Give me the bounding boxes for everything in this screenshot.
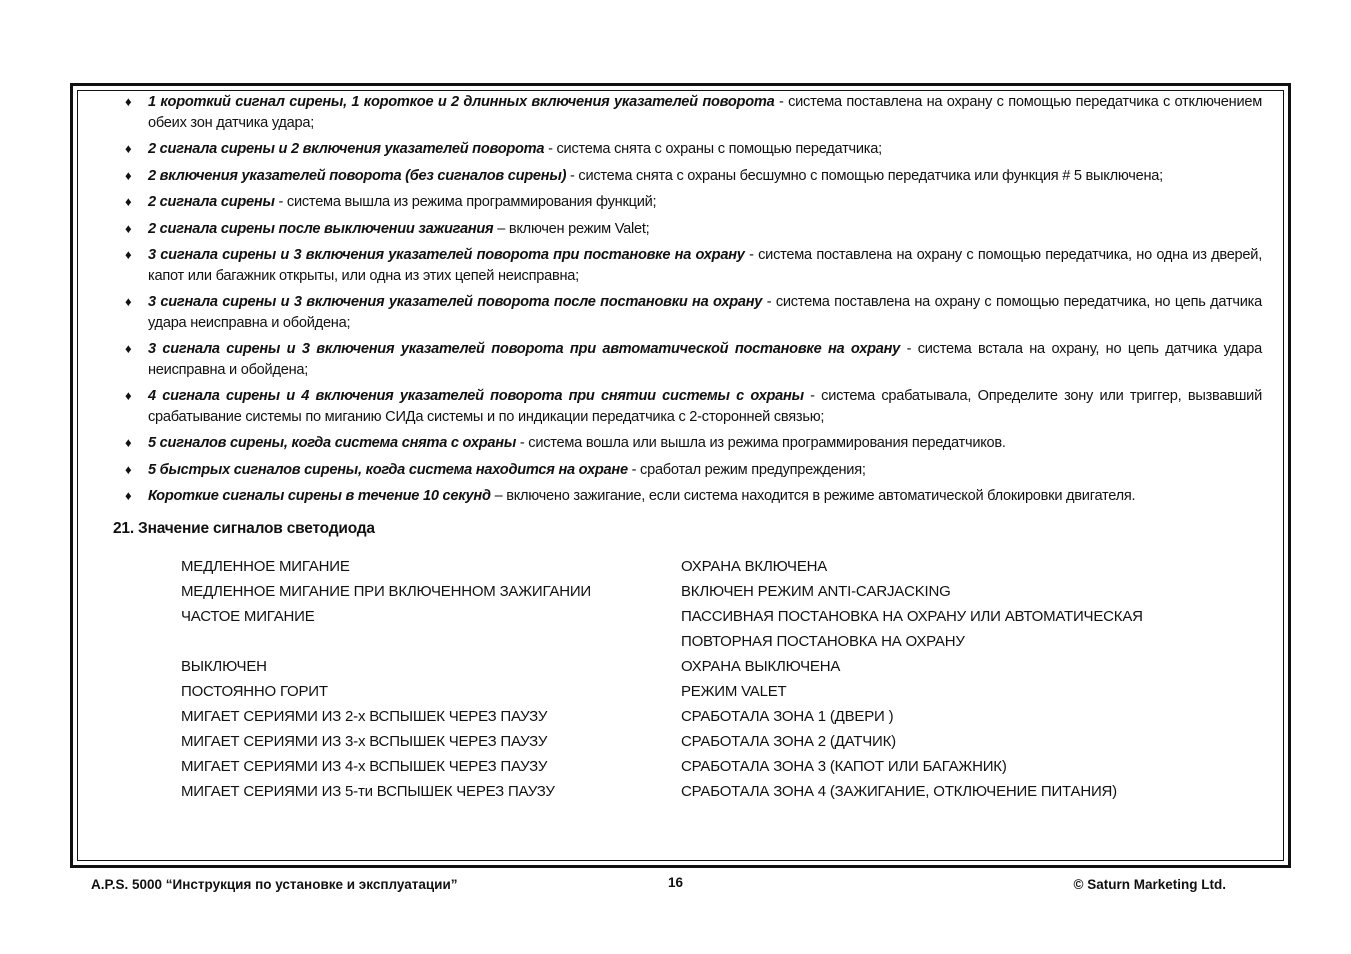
signal-pattern: 3 сигнала сирены и 3 включения указателей поворота при постановке на охрану	[148, 247, 745, 263]
led-meaning: СРАБОТАЛА ЗОНА 2 (ДАТЧИК)	[681, 733, 896, 750]
signal-pattern: 2 сигнала сирены после выключении зажигания	[148, 220, 494, 237]
signal-pattern: 3 сигнала сирены и 3 включения указателей поворота при автоматической постановке на охрану	[148, 341, 901, 357]
signal-item	[82, 219, 1262, 240]
diamond-bullet-icon: ♦	[125, 94, 132, 109]
page-number: 16	[668, 875, 684, 890]
led-meaning: ОХРАНА ВЫКЛЮЧЕНА	[681, 658, 841, 675]
led-row	[181, 607, 1181, 632]
led-row	[181, 757, 1181, 782]
diamond-bullet-icon: ♦	[125, 194, 132, 209]
led-pattern: МЕДЛЕННОЕ МИГАНИЕ	[181, 558, 350, 575]
led-meaning: ПОВТОРНАЯ ПОСТАНОВКА НА ОХРАНУ	[681, 633, 965, 650]
signal-item	[82, 92, 1262, 133]
signal-pattern: 5 быстрых сигналов сирены, когда система находится на охране	[148, 461, 628, 478]
led-pattern: ЧАСТОЕ МИГАНИЕ	[181, 608, 315, 625]
signal-item	[82, 460, 1262, 481]
signal-item	[82, 486, 1262, 507]
led-row	[181, 707, 1181, 732]
signal-meaning: - система срабатывала, Определите зону или триггер, вызвавший срабатывание системы по миганию СИДа системы и по индикации передатчика с 2-сторонней связью;	[148, 388, 1262, 425]
led-meaning: ВКЛЮЧЕН РЕЖИМ ANTI-CARJACKING	[681, 583, 951, 600]
led-row	[181, 732, 1181, 757]
signal-item	[82, 292, 1262, 333]
signal-item	[82, 166, 1262, 187]
signal-pattern: 4 сигнала сирены и 4 включения указателей поворота при снятии системы с охраны	[148, 388, 804, 404]
section-heading: 21. Значение сигналов светодиода	[113, 520, 375, 537]
copyright: © Saturn Marketing Ltd.	[1073, 877, 1226, 892]
led-pattern: ПОСТОЯННО ГОРИТ	[181, 683, 328, 700]
signal-pattern: 3 сигнала сирены и 3 включения указателей поворота после постановки на охрану	[148, 294, 763, 310]
led-row-continuation	[181, 632, 1181, 657]
diamond-bullet-icon: ♦	[125, 141, 132, 156]
led-meaning: ОХРАНА ВКЛЮЧЕНА	[681, 558, 828, 575]
signal-meaning: - система поставлена на охрану с помощью передатчика, но одна из дверей, капот или багажник открыты, или одна из этих цепей неисправна;	[148, 247, 1262, 284]
signal-meaning: – включен режим Valet;	[493, 220, 650, 237]
signal-item	[82, 386, 1262, 427]
diamond-bullet-icon: ♦	[125, 167, 132, 183]
signal-item	[82, 192, 1262, 213]
led-meaning: СРАБОТАЛА ЗОНА 1 (ДВЕРИ )	[681, 708, 894, 725]
led-pattern: МЕДЛЕННОЕ МИГАНИЕ ПРИ ВКЛЮЧЕННОМ ЗАЖИГАНИИ	[181, 583, 591, 600]
signal-item	[82, 245, 1262, 286]
signal-list	[82, 92, 1262, 507]
signal-meaning: - система снята с охраны бесшумно с помощью передатчика или функция # 5 выключена;	[566, 167, 1163, 184]
led-meaning: СРАБОТАЛА ЗОНА 3 (КАПОТ ИЛИ БАГАЖНИК)	[681, 758, 1007, 775]
diamond-bullet-icon: ♦	[125, 388, 132, 403]
led-row	[181, 782, 1181, 807]
signal-meaning: - система поставлена на охрану с помощью передатчика, но цепь датчика удара неисправна и обойдена;	[148, 294, 1262, 331]
signal-meaning: – включено зажигание, если система находится в режиме автоматической блокировки двигателя.	[490, 488, 1136, 504]
signal-pattern: 2 сигнала сирены	[148, 194, 275, 210]
signal-meaning: - система вышла из режима программирования функций;	[274, 194, 657, 210]
diamond-bullet-icon: ♦	[125, 488, 132, 503]
led-pattern: МИГАЕТ СЕРИЯМИ ИЗ 5-ти ВСПЫШЕК ЧЕРЕЗ ПАУЗУ	[181, 783, 555, 800]
signal-meaning: - система снята с охраны с помощью передатчика;	[544, 141, 882, 157]
led-row	[181, 657, 1181, 682]
diamond-bullet-icon: ♦	[125, 341, 132, 356]
diamond-bullet-icon: ♦	[125, 435, 132, 450]
led-meaning: РЕЖИМ VALET	[681, 683, 787, 700]
diamond-bullet-icon: ♦	[125, 294, 132, 309]
diamond-bullet-icon: ♦	[125, 247, 132, 262]
document-title: A.P.S. 5000 “Инструкция по установке и эксплуатации”	[91, 877, 458, 892]
led-meaning: СРАБОТАЛА ЗОНА 4 (ЗАЖИГАНИЕ, ОТКЛЮЧЕНИЕ ПИТАНИЯ)	[681, 783, 1117, 800]
signals-section	[82, 92, 1262, 513]
signal-pattern: 5 сигналов сирены, когда система снята с охраны	[148, 435, 517, 451]
led-pattern: МИГАЕТ СЕРИЯМИ ИЗ 3-х ВСПЫШЕК ЧЕРЕЗ ПАУЗУ	[181, 733, 548, 750]
signal-item	[82, 339, 1262, 380]
signal-item	[82, 433, 1262, 454]
signal-meaning: - сработал режим предупреждения;	[627, 461, 866, 478]
signal-item	[82, 139, 1262, 160]
signal-pattern: 2 сигнала сирены и 2 включения указателей поворота	[148, 141, 545, 157]
led-meaning: ПАССИВНАЯ ПОСТАНОВКА НА ОХРАНУ ИЛИ АВТОМАТИЧЕСКАЯ	[681, 608, 1143, 625]
led-pattern: МИГАЕТ СЕРИЯМИ ИЗ 4-х ВСПЫШЕК ЧЕРЕЗ ПАУЗУ	[181, 758, 548, 775]
diamond-bullet-icon: ♦	[125, 220, 132, 236]
signal-meaning: - система встала на охрану, но цепь датчика удара неисправна и обойдена;	[148, 341, 1262, 378]
led-row	[181, 582, 1181, 607]
signal-pattern: 2 включения указателей поворота (без сигналов сирены)	[148, 167, 567, 184]
signal-meaning: - система вошла или вышла из режима программирования передатчиков.	[516, 435, 1006, 451]
signal-pattern: Короткие сигналы сирены в течение 10 секунд	[148, 488, 491, 504]
led-signal-table	[181, 557, 1181, 807]
led-pattern: ВЫКЛЮЧЕН	[181, 658, 267, 675]
signal-meaning: - система поставлена на охрану с помощью передатчика с отключением обеих зон датчика удара;	[148, 94, 1263, 131]
diamond-bullet-icon: ♦	[125, 461, 132, 477]
led-row	[181, 557, 1181, 582]
led-row	[181, 682, 1181, 707]
signal-pattern: 1 короткий сигнал сирены, 1 короткое и 2 длинных включения указателей поворота	[148, 94, 775, 110]
led-pattern: МИГАЕТ СЕРИЯМИ ИЗ 2-х ВСПЫШЕК ЧЕРЕЗ ПАУЗУ	[181, 708, 548, 725]
